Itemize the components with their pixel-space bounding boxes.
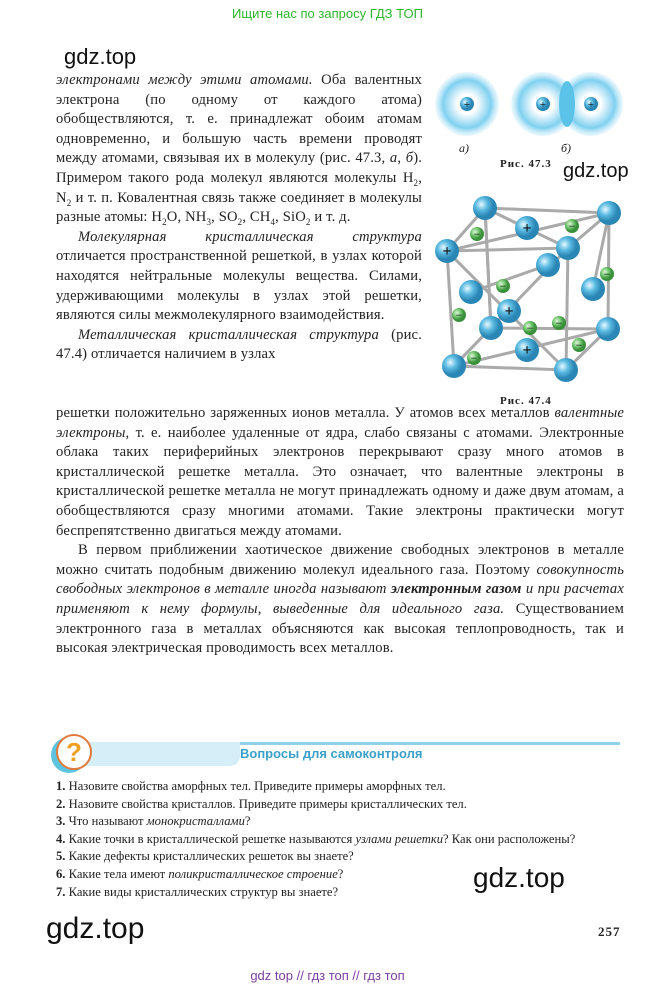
text-segment: , N: [56, 169, 422, 206]
text-segment: отличается пространственной решеткой, в узлах которой находятся нейтральные молекулы вещества. Силами, удерживающими молекулы в узлах этой решетки, являются силы межмолекулярного взаимодействия.: [56, 248, 422, 324]
question-item: [56, 778, 626, 796]
minus-sign: −: [470, 351, 478, 365]
watermark: gdz.top: [46, 912, 145, 945]
metal-ion: [554, 358, 578, 382]
italic-term: б: [405, 150, 414, 167]
text-segment: Какие тела имеют: [68, 866, 169, 881]
minus-sign: −: [526, 321, 534, 335]
questions-list: [56, 778, 626, 901]
paragraph: [56, 541, 624, 659]
text-segment: O, NH: [166, 209, 207, 226]
figure-47-4-metal-lattice: [0, 0, 655, 400]
minus-sign: −: [603, 267, 611, 281]
metal-ion: [442, 354, 466, 378]
figure-caption-47-4: Рис. 47.4: [500, 395, 552, 407]
question-number: 5.: [56, 849, 66, 864]
italic-term: и при расчетах применяют к нему формулы, выведенные для идеального газа.: [56, 581, 624, 617]
text-column-wide: [56, 404, 624, 659]
italic-term: валентные электроны: [56, 405, 624, 441]
italic-term: совокупность свободных электронов в металле иногда называют: [56, 561, 624, 598]
subscript: 2: [162, 217, 167, 228]
bold-term: электронным газом: [390, 581, 522, 598]
subscript: 2: [66, 197, 72, 208]
text-segment: Существованием электронного газа в металлах объясняются как высокая теплопроводность, так и высокая электрическая проводимость всех металлов.: [56, 600, 624, 657]
paragraph: [56, 404, 624, 541]
text-segment: Какие виды кристаллических структур вы знаете?: [68, 884, 339, 899]
text-segment: , т. е. наиболее удаленные от ядра, слабо связаны с атомами. Электронные облака таких периферийных электронов перекрывают сразу много атомов в кристаллической решетке металла. Это означает, что валентные электроны в кристаллической решетке металла не могут принадлежать одному и даже двум атомам, а обобществляются сразу многими атомами. Такие электроны практически могут беспрепятственно двигаться между атомами.: [56, 424, 624, 539]
search-banner[interactable]: Ищите нас по запросу ГДЗ ТОП: [232, 6, 423, 21]
metal-ion: [473, 196, 497, 220]
text-segment: Назовите свойства аморфных тел. Приведите примеры аморфных тел.: [68, 779, 446, 793]
text-segment: ?: [244, 814, 251, 829]
question-item: [56, 884, 626, 902]
minus-sign: −: [473, 227, 481, 241]
metal-ion: [581, 277, 605, 301]
subscript: 2: [413, 177, 419, 188]
watermark: gdz.top: [473, 862, 565, 893]
question-number: 1.: [56, 779, 66, 793]
minus-sign: −: [575, 338, 583, 352]
question-item: [56, 796, 626, 814]
figure-caption-47-3: Рис. 47.3: [500, 158, 552, 170]
question-item: [56, 813, 626, 831]
text-segment: и т. п. Ковалентная связь также соединяет в молекулы разные атомы: H: [56, 189, 422, 226]
figure-label-a: а): [459, 141, 469, 155]
italic-term: Металлическая кристаллическая структура: [78, 326, 379, 343]
metal-ion: [536, 253, 560, 277]
italic-term: узлами решетки: [355, 831, 444, 846]
text-segment: , SO: [211, 209, 238, 226]
plus-sign: +: [522, 220, 532, 237]
text-segment: Какие точки в кристаллической решетке называются: [68, 831, 356, 846]
question-number: 2.: [56, 796, 66, 811]
subscript: 2: [237, 217, 243, 228]
watermark: gdz.top: [64, 44, 137, 69]
plus-sign: +: [587, 99, 595, 111]
text-segment: ). Примером такого рода молекул являются молекулы H: [56, 150, 422, 186]
questions-title: Вопросы для самоконтроля: [240, 746, 423, 761]
text-segment: , CH: [242, 209, 271, 226]
plus-sign: +: [463, 99, 471, 111]
question-item: [56, 848, 626, 866]
text-segment: ? Как они расположены?: [443, 831, 576, 846]
figure-label-b: б): [561, 141, 572, 155]
metal-ion: [597, 201, 621, 225]
footer-links[interactable]: gdz top // гдз топ // гдз топ: [250, 968, 405, 983]
text-segment: (рис. 47.4) отличается наличием в узлах: [56, 326, 422, 363]
plus-sign: +: [522, 342, 532, 359]
metal-ion: [459, 280, 483, 304]
italic-term: Молекулярная кристаллическая структура: [78, 228, 422, 245]
minus-sign: −: [499, 279, 507, 293]
text-segment: Назовите свойства кристаллов. Приведите примеры кристаллических тел.: [68, 796, 467, 811]
italic-term: электронами между этими атомами.: [56, 72, 313, 88]
watermark: gdz.top: [563, 160, 629, 182]
text-segment: Оба валентных электрона (по одному от каждого атома) обобществляются, т. е. принадлежат обоим атомам одновременно, и большую часть времени проводят между атомами, связывая их в молекулу (рис. 47.3,: [56, 72, 422, 167]
subscript: 2: [305, 217, 311, 228]
plus-sign: +: [504, 303, 514, 320]
page-number: 257: [598, 924, 621, 939]
question-number: 6.: [56, 866, 66, 881]
subscript: 3: [206, 217, 212, 228]
question-item: [56, 866, 626, 884]
minus-sign: −: [455, 308, 463, 322]
question-mark-icon: ?: [56, 734, 92, 770]
text-segment: и т. д.: [310, 209, 351, 226]
question-number: 3.: [56, 814, 66, 829]
question-number: 4.: [56, 831, 66, 846]
italic-term: монокристаллами: [146, 814, 245, 829]
plus-sign: +: [539, 99, 547, 111]
plus-sign: +: [442, 243, 452, 260]
text-segment: Что называют: [68, 814, 147, 829]
text-segment: ?: [337, 866, 344, 881]
metal-ion: [596, 317, 620, 341]
question-item: [56, 831, 626, 849]
minus-sign: −: [555, 316, 563, 330]
metal-ion: [479, 316, 503, 340]
text-segment: решетки положительно заряженных ионов металла. У атомов всех металлов: [56, 405, 555, 421]
minus-sign: −: [568, 219, 576, 233]
italic-term: поликристаллическое строение: [168, 866, 338, 881]
metal-ion: [556, 236, 580, 260]
italic-term: а: [389, 150, 398, 167]
text-segment: В первом приближении хаотическое движение свободных электронов в металле можно считать подобным движению молекул идеального газа. Поэтому: [56, 542, 624, 578]
question-number: 7.: [56, 884, 66, 899]
text-segment: , SiO: [275, 209, 306, 226]
text-segment: Какие дефекты кристаллических решеток вы знаете?: [68, 849, 354, 864]
subscript: 4: [270, 217, 276, 228]
text-segment: ,: [397, 150, 406, 167]
